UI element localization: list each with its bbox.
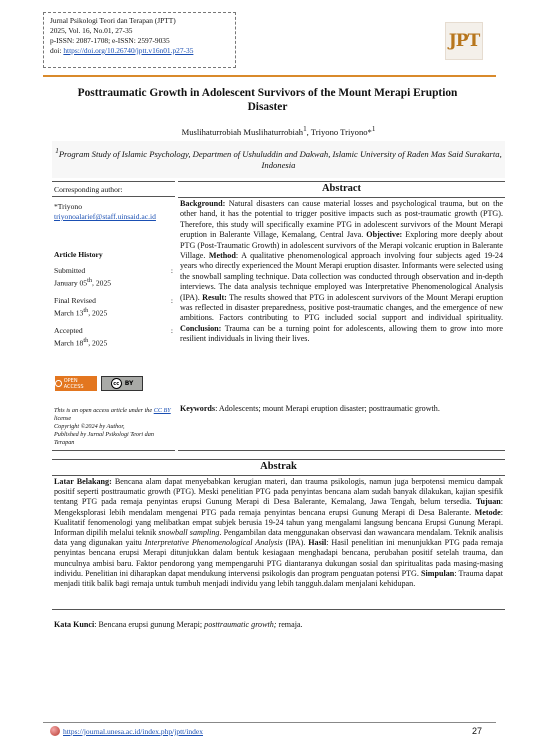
date-prefix: March 13	[54, 308, 84, 318]
background-label: Background:	[180, 199, 226, 208]
publisher: Published by Jurnal Psikologi Teori dan Terapan	[54, 431, 154, 446]
objective-text: Exploring more deeply about PTG (Post-Traumatic Growth) in adolescent survivors of the Merapi volcanic eruption in Balerante Village.	[180, 230, 503, 261]
copyright: Copyright ©2024 by Author,	[54, 423, 125, 430]
doi-label: doi:	[50, 46, 64, 55]
abstrak-body	[54, 477, 503, 589]
conclusion-text: Trauma can be a turning point for adolescents, allowing them to grow into more resilient individuals in living their lives.	[180, 323, 503, 344]
date-suffix: , 2025	[88, 338, 108, 348]
author-2-sup: 1	[371, 125, 376, 133]
cc-icon: cc	[111, 378, 122, 389]
kata-kunci-italic: posttraumatic growth;	[204, 620, 277, 629]
date-suffix: , 2025	[88, 308, 108, 318]
keywords-text: : Adolescents; mount Merapi eruption disaster; posttraumatic growth.	[215, 404, 440, 413]
metode-text: : Kualitatif fenomenologi yang melibatkan empat subjek berusia 19-24 tahun yang mengalami langsung bencana Erupsi Gunung Merapi. Informan dipilih melalui teknik	[54, 507, 503, 538]
abstract-heading: Abstract	[321, 183, 362, 194]
kata-kunci-text: : Bencana erupsi gunung Merapi;	[94, 620, 205, 629]
history-label: Final Revised	[54, 296, 96, 305]
kata-kunci-text-end: remaja.	[276, 620, 303, 629]
divider	[178, 197, 505, 198]
open-access-badge[interactable]	[55, 376, 97, 391]
license-text	[54, 407, 175, 447]
date-suffix: , 2025	[92, 278, 112, 288]
history-heading: Article History	[54, 250, 103, 259]
history-final-revised	[54, 296, 173, 319]
journal-issn: p-ISSN: 2087-1708; e-ISSN: 2597-9035	[50, 36, 170, 45]
author-1: Muslihaturrobiah Muslihaturrobiah	[181, 126, 304, 137]
page-number: 27	[472, 726, 483, 736]
result-text: The results showed that PTG in adolescent survivors of the Mount Merapi eruption was reflected in disaster preparedness, positive post-traumatic changes, and the emergence of new ambitions. Factors contributing to PTG included social support and individual spirituality.	[180, 292, 503, 323]
author-2: , Triyono Triyono*	[306, 126, 372, 137]
abstract-section	[178, 181, 505, 451]
method-text: : A qualitative phenomenological approach involving four subjects aged 19-24 years who directly experienced the Mount Merapi eruption disaster. Informants were selected using the snowball sampling technique. Data collection was conducted through observation and in-depth interviews. The data analysis technique employed was Interpretative Phenomenological Analysis (IPA).	[180, 251, 503, 302]
history-colon: :	[170, 326, 173, 335]
metode-text-3: (IPA).	[282, 538, 309, 548]
history-submitted	[54, 266, 173, 289]
affiliation	[52, 146, 505, 171]
metode-text-2: . Pengambilan data menggunakan observasi dan wawancara mendalam. Teknik analisis data yang digunakan yaitu	[54, 528, 503, 548]
by-label: BY	[124, 380, 134, 387]
footer-rule	[43, 722, 496, 723]
metode-label: Metode	[474, 507, 501, 517]
history-label: Accepted	[54, 326, 83, 335]
kata-kunci	[54, 620, 503, 629]
journal-info-box	[43, 12, 236, 68]
metode-italic: snowball sampling	[158, 528, 220, 538]
background-text: Natural disasters can cause material losses and psychological trauma, but on the other hand, it has the potential to trigger positive impacts such as post-traumatic growth (PTG). Therefore, this study will specifically examine PTG in adolescent survivors of the Mount Merapi eruption in Balerante Village, Kemalang, Central Java.	[180, 199, 503, 240]
tujuan-text: : Mengeksplorasi lebih mendalam mengenai PTG pada remaja penyintas bencana erupsi Gunung Merapi di Desa Balerante.	[54, 497, 503, 517]
conclusion-label: Conclusion:	[180, 323, 222, 333]
author-1-sup: 1	[303, 125, 307, 133]
journal-name: Jurnal Psikologi Teori dan Terapan (JPTT)	[50, 16, 176, 25]
divider	[52, 475, 505, 476]
metode-italic-2: Interpretative Phenomenological Analysis	[144, 538, 283, 548]
globe-icon	[50, 726, 60, 736]
open-access-label: OPEN ACCESS	[63, 377, 84, 390]
history-date	[54, 306, 173, 319]
article-title: Posttraumatic Growth in Adolescent Survivors of the Mount Merapi Eruption Disaster	[77, 87, 458, 113]
date-prefix: March 18	[54, 338, 84, 348]
history-label: Submitted	[54, 266, 86, 275]
date-prefix: January 05	[54, 278, 88, 288]
tujuan-label: Tujuan	[475, 497, 501, 507]
history-accepted	[54, 326, 173, 349]
license-badges	[55, 376, 143, 391]
header-rule	[43, 75, 496, 77]
date-sup: th	[83, 337, 89, 344]
hasil-text: : Hasil penelitian ini menunjukkan PTG pada remaja penyintas bencana erupsi Merapi ditunjukkan dalam bentuk kesiagaan menghadapi bencana, perubahan positif setelah trauma, dan munculnya ambisi baru. Faktor pendorong yang mempengaruhi PTG diantaranya dukungan sosial dan spiritualitas pada masing-masing individu. Penelitian ini diharapkan dapat mendukung intervensi psikologis dan program penguatan potensi PTG.	[54, 538, 504, 578]
keywords	[180, 404, 503, 414]
date-sup: th	[83, 307, 89, 314]
corresponding-email-link[interactable]: triyonoalarief@staff.uinsaid.ac.id	[54, 212, 156, 221]
abstrak-heading: Abstrak	[260, 461, 297, 472]
footer-url	[50, 726, 203, 736]
latar-text: Bencana alam dapat menyebabkan kerugian materi, dan trauma psikologis, namun juga berpotensi memicu dampak positif seperti posttraumatic growth (PTG). Meski penelitian PTG pada penyintas bencana alam sudah banyak dilakukan, kajian spesifik tentang PTG pada remaja penyintas erupsi Gunung Merapi di Desa Balerante, Kemalang, Jawa Tengah, belum tersedia.	[54, 477, 503, 507]
affiliation-text: Program Study of Islamic Psychology, Departmen of Ushuluddin and Dakwah, Islamic University of Raden Mas Said Surakarta, Indonesia	[58, 148, 502, 170]
history-date	[54, 336, 173, 349]
objective-label: Objective:	[366, 230, 403, 240]
journal-logo	[445, 22, 483, 60]
hasil-label: Hasil	[308, 538, 327, 548]
keywords-label: Keywords	[180, 404, 216, 413]
history-colon: :	[170, 296, 173, 305]
open-lock-icon	[55, 380, 62, 387]
journal-doi	[50, 46, 229, 56]
doi-link[interactable]: https://doi.org/10.26740/jptt.v16n01.p27-35	[63, 46, 194, 55]
history-colon: :	[170, 266, 173, 275]
result-label: Result:	[202, 292, 227, 302]
authors	[52, 125, 505, 137]
latar-label: Latar Belakang:	[54, 477, 112, 486]
corresponding-name: *Triyono	[54, 202, 82, 211]
journal-volume: 2025, Vol. 16, No.01, 27-35	[50, 26, 133, 35]
license-line-end: license	[54, 415, 72, 422]
affiliation-sup: 1	[55, 147, 59, 155]
article-info-column	[52, 181, 175, 451]
simpulan-text: : Trauma dapat menjadi titik balik bagi remaja untuk tumbuh menjadi individu yang lebih tangguh.dalam menjalani kehidupan.	[54, 568, 503, 589]
abstract-body	[180, 199, 503, 345]
method-label: Method	[208, 251, 236, 261]
kata-kunci-label: Kata Kunci	[54, 620, 95, 629]
cc-by-link[interactable]: CC BY	[153, 407, 171, 414]
simpulan-label: Simpulan	[421, 568, 455, 578]
journal-url-link[interactable]: https://journal.unesa.ac.id/index.php/jptt/index	[63, 726, 203, 736]
date-sup: th	[87, 277, 93, 284]
divider	[52, 196, 175, 197]
history-date	[54, 276, 173, 289]
corresponding-heading: Corresponding author:	[54, 185, 123, 194]
cc-by-badge[interactable]	[101, 376, 143, 391]
license-line: This is an open access article under the	[54, 407, 154, 414]
abstrak-section	[52, 459, 505, 610]
logo-text: JPT	[448, 31, 480, 51]
